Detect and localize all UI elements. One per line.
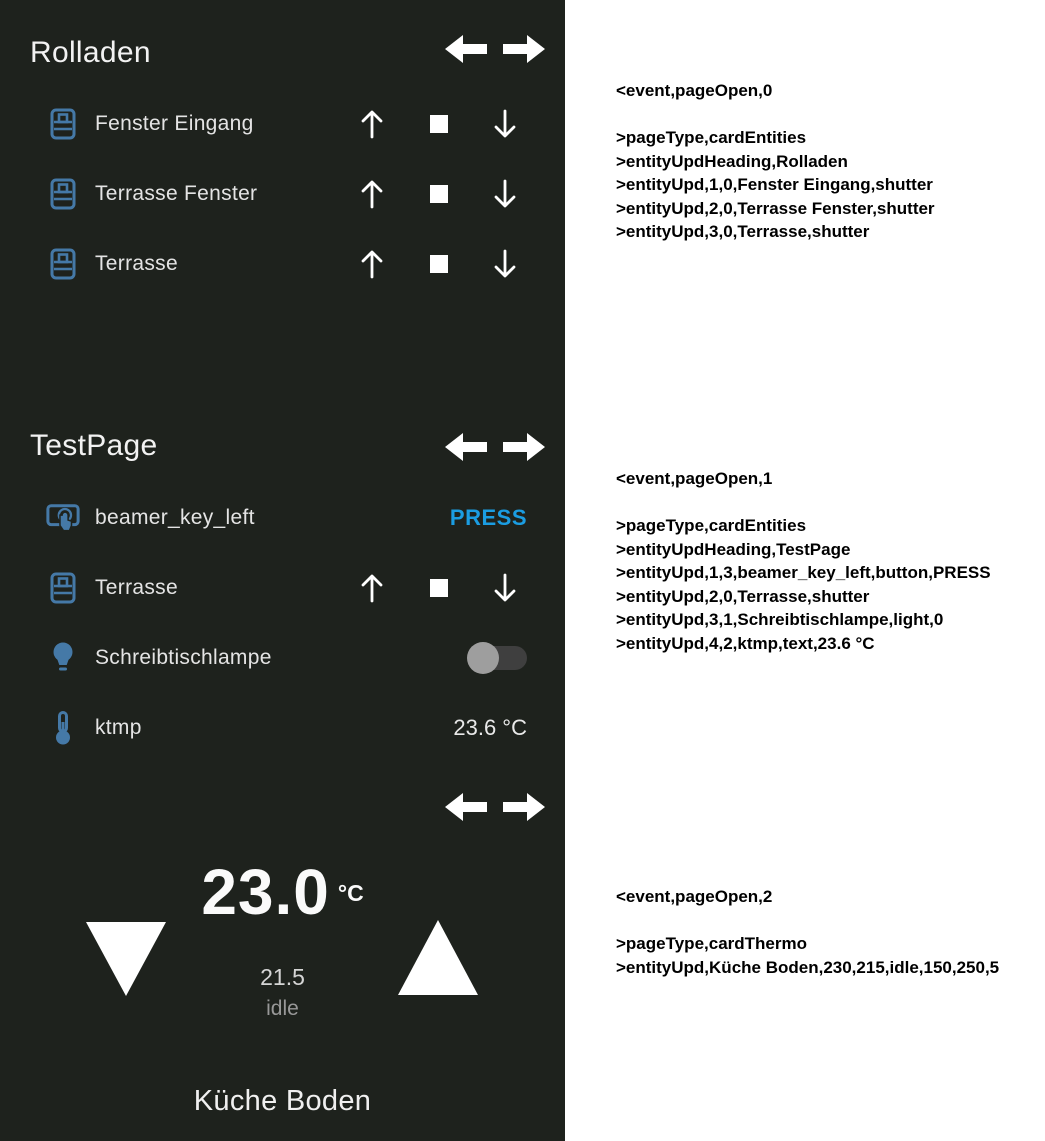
nav-next-button[interactable] <box>503 431 547 463</box>
protocol-line: >entityUpd,2,0,Terrasse,shutter <box>616 586 870 606</box>
protocol-line: <event,pageOpen,2 <box>616 887 773 906</box>
shutter-up-button[interactable] <box>359 572 385 604</box>
stop-square-icon <box>430 115 448 133</box>
arrow-down-icon <box>492 108 518 140</box>
protocol-block-page0 <box>616 79 1041 244</box>
window-shutter-icon <box>46 571 80 605</box>
toggle-knob <box>467 642 499 674</box>
entity-row-beamer-key-left <box>0 490 565 546</box>
arrow-down-icon <box>492 572 518 604</box>
arrow-up-icon <box>359 572 385 604</box>
shutter-down-button[interactable] <box>492 108 518 140</box>
protocol-block-page1 <box>616 467 1041 655</box>
arrow-right-icon <box>503 791 547 823</box>
entity-label: ktmp <box>95 716 142 739</box>
entity-row-terrasse-fenster <box>0 166 565 222</box>
nav-prev-button[interactable] <box>443 33 487 65</box>
window-shutter-icon <box>46 177 80 211</box>
entity-row-ktmp <box>0 700 565 756</box>
current-temperature-value: 23.0 <box>201 856 330 928</box>
thermostat-title: Küche Boden <box>193 1085 372 1117</box>
protocol-line <box>616 909 1041 933</box>
protocol-line: <event,pageOpen,1 <box>616 469 773 488</box>
shutter-up-button[interactable] <box>359 108 385 140</box>
protocol-line: >entityUpd,1,0,Fenster Eingang,shutter <box>616 175 933 194</box>
gesture-tap-button-icon <box>46 501 80 535</box>
arrow-down-icon <box>492 178 518 210</box>
arrow-right-icon <box>503 431 547 463</box>
shutter-down-button[interactable] <box>492 178 518 210</box>
nav-prev-button[interactable] <box>443 431 487 463</box>
temperature-unit: °C <box>337 880 364 906</box>
shutter-up-button[interactable] <box>359 248 385 280</box>
entity-row-terrasse-shutter <box>0 560 565 616</box>
light-toggle-off[interactable] <box>469 646 527 670</box>
shutter-down-button[interactable] <box>492 572 518 604</box>
press-button[interactable]: PRESS <box>449 505 527 530</box>
entity-label: Fenster Eingang <box>95 112 254 135</box>
arrow-up-icon <box>359 248 385 280</box>
arrow-up-icon <box>359 108 385 140</box>
arrow-left-icon <box>443 431 487 463</box>
protocol-block-page2 <box>616 885 1041 979</box>
protocol-line: >entityUpdHeading,TestPage <box>616 539 851 559</box>
protocol-line: >entityUpd,Küche Boden,230,215,idle,150,250,5 <box>616 957 1000 977</box>
entity-label: Terrasse <box>95 252 178 275</box>
shutter-up-button[interactable] <box>359 178 385 210</box>
protocol-line <box>616 491 1041 515</box>
arrow-left-icon <box>443 33 487 65</box>
page-title-testpage: TestPage <box>30 429 158 462</box>
protocol-line: >pageType,cardEntities <box>616 516 807 535</box>
arrow-left-icon <box>443 791 487 823</box>
protocol-line <box>616 103 1041 127</box>
entity-row-fenster-eingang <box>0 96 565 152</box>
protocol-line: >entityUpd,3,0,Terrasse,shutter <box>616 222 870 241</box>
protocol-line: >pageType,cardThermo <box>616 934 807 953</box>
arrow-up-icon <box>359 178 385 210</box>
entity-label: Terrasse Fenster <box>95 182 258 205</box>
window-shutter-icon <box>46 247 80 281</box>
protocol-line: <event,pageOpen,0 <box>616 81 773 100</box>
hvac-status: idle <box>266 997 299 1020</box>
protocol-line: >entityUpd,1,3,beamer_key_left,button,PRESS <box>616 563 991 582</box>
light-bulb-icon <box>46 641 80 675</box>
thermometer-icon <box>46 711 80 745</box>
temperature-value: 23.6 °C <box>453 715 527 740</box>
shutter-down-button[interactable] <box>492 248 518 280</box>
entity-row-schreibtischlampe <box>0 630 565 686</box>
nav-next-button[interactable] <box>503 33 547 65</box>
stop-square-icon <box>430 255 448 273</box>
current-temperature <box>0 858 565 944</box>
protocol-line: >entityUpd,2,0,Terrasse Fenster,shutter <box>616 198 935 218</box>
entity-label: Terrasse <box>95 576 178 599</box>
shutter-stop-button[interactable] <box>430 115 448 133</box>
entity-label: beamer_key_left <box>95 506 255 529</box>
arrow-right-icon <box>503 33 547 65</box>
shutter-stop-button[interactable] <box>430 255 448 273</box>
entity-row-terrasse <box>0 236 565 292</box>
page-title-rolladen: Rolladen <box>30 36 151 69</box>
protocol-line: >entityUpdHeading,Rolladen <box>616 151 848 171</box>
nav-next-button[interactable] <box>503 791 547 823</box>
shutter-stop-button[interactable] <box>430 579 448 597</box>
target-temperature: 21.5 <box>260 964 305 990</box>
stop-square-icon <box>430 185 448 203</box>
nav-prev-button[interactable] <box>443 791 487 823</box>
protocol-line: >entityUpd,4,2,ktmp,text,23.6 °C <box>616 633 875 653</box>
shutter-stop-button[interactable] <box>430 185 448 203</box>
window-shutter-icon <box>46 107 80 141</box>
stop-square-icon <box>430 579 448 597</box>
protocol-line: >entityUpd,3,1,Schreibtischlampe,light,0 <box>616 610 944 629</box>
arrow-down-icon <box>492 248 518 280</box>
entity-label: Schreibtischlampe <box>95 646 272 669</box>
protocol-line: >pageType,cardEntities <box>616 128 807 147</box>
